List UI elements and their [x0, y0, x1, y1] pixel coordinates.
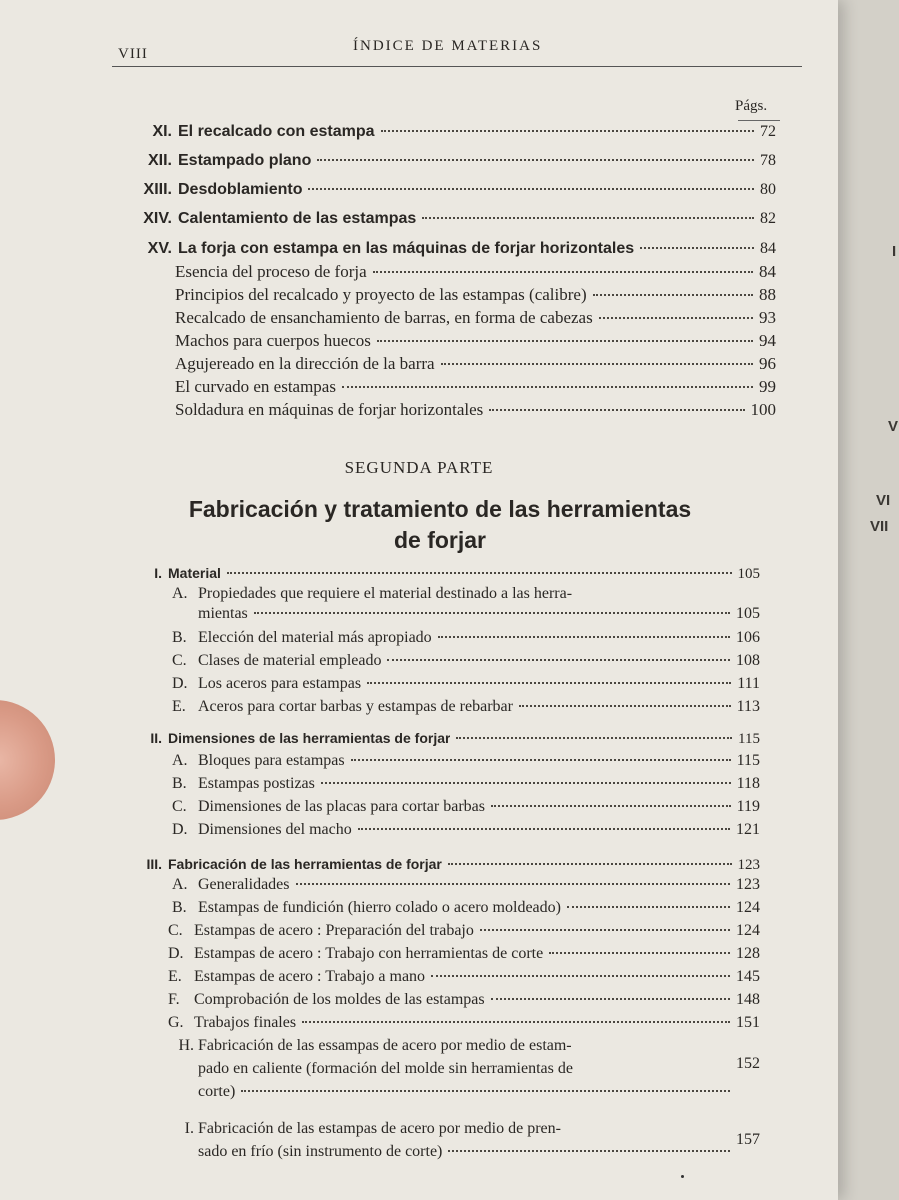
- chapter-number: XI.: [152, 123, 172, 140]
- page-number: 111: [737, 675, 760, 692]
- chapter-title: Calentamiento de las estampas: [178, 210, 417, 227]
- facing-page-fragment: I: [892, 243, 897, 260]
- page-number: 124: [736, 922, 760, 939]
- chapter-number: XIII.: [143, 181, 172, 198]
- toc-chapter-entry: [100, 210, 776, 228]
- item-title: Elección del material más apropiado: [198, 629, 432, 646]
- page-number: 99: [759, 377, 776, 396]
- toc-subentry: [175, 354, 776, 374]
- toc-item: [160, 1120, 760, 1138]
- dot-leader: [241, 1090, 730, 1092]
- toc-item: [172, 876, 760, 894]
- facing-page-fragment: VII: [870, 518, 889, 535]
- subentry-title: Principios del recalcado y proyecto de las estampas (calibre): [175, 285, 587, 304]
- item-title: Dimensiones de las placas para cortar barbas: [198, 798, 485, 815]
- page-folio: VIII: [118, 46, 148, 62]
- page-number: 72: [760, 123, 776, 140]
- dot-leader: [441, 363, 753, 365]
- dot-leader: [480, 929, 730, 931]
- page-number: 115: [738, 731, 760, 747]
- dot-leader: [567, 906, 730, 908]
- item-title: Estampas de acero : Preparación del trabajo: [194, 922, 474, 939]
- toc-chapter-entry: [120, 856, 760, 874]
- dot-leader: [448, 863, 732, 865]
- item-title: Fabricación de las estampas de acero por medio de pren-: [198, 1120, 561, 1137]
- part-title: [0, 494, 880, 556]
- toc-item: [168, 1014, 760, 1032]
- item-title: Aceros para cortar barbas y estampas de rebarbar: [198, 698, 513, 715]
- dot-leader: [640, 247, 754, 249]
- dot-leader: [373, 271, 753, 273]
- toc-item: [172, 629, 760, 647]
- item-title: Comprobación de los moldes de las estampas: [194, 991, 485, 1008]
- toc-item-continuation: [198, 605, 760, 623]
- item-title-continuation: pado en caliente (formación del molde sin herramientas de: [198, 1060, 573, 1077]
- page-number: 151: [736, 1014, 760, 1031]
- item-title: Generalidades: [198, 876, 290, 893]
- item-letter: D.: [172, 675, 188, 692]
- toc-item: [168, 945, 760, 963]
- dot-leader: [491, 805, 731, 807]
- dot-leader: [342, 386, 753, 388]
- running-header: [118, 38, 798, 68]
- chapter-title: Estampado plano: [178, 152, 312, 169]
- dot-leader: [227, 572, 732, 574]
- page-number: 145: [736, 968, 760, 985]
- page-number: 108: [736, 652, 760, 669]
- item-letter: B.: [172, 899, 187, 916]
- page-number: 100: [750, 400, 776, 419]
- toc-chapter-entry: [100, 152, 776, 170]
- item-title: Estampas postizas: [198, 775, 315, 792]
- subentry-title: El curvado en estampas: [175, 377, 336, 396]
- subentry-title: Soldadura en máquinas de forjar horizontales: [175, 400, 484, 419]
- toc-item: [172, 752, 760, 770]
- page-number: 128: [736, 945, 760, 962]
- toc-subentry: [175, 262, 776, 282]
- item-letter: C.: [172, 652, 187, 669]
- subentry-title: Machos para cuerpos huecos: [175, 331, 371, 350]
- item-title: Dimensiones del macho: [198, 821, 352, 838]
- dot-leader: [599, 317, 753, 319]
- item-letter: G.: [168, 1014, 184, 1031]
- subentry-title: Esencia del proceso de forja: [175, 262, 367, 281]
- toc-item: [168, 922, 760, 940]
- part-title-line: Fabricación y tratamiento de las herramientas: [188, 496, 692, 522]
- toc-item: [172, 652, 760, 670]
- page-number: 148: [736, 991, 760, 1008]
- toc-chapter-entry: [100, 240, 776, 258]
- item-letter: B.: [172, 629, 187, 646]
- dot-leader: [431, 975, 730, 977]
- page-number: 105: [737, 566, 760, 582]
- chapter-number: XV.: [147, 240, 172, 257]
- facing-page: [838, 0, 899, 1200]
- toc-subentry: [175, 308, 776, 328]
- chapter-title: Dimensiones de las herramientas de forjar: [168, 730, 451, 746]
- page-number: 106: [736, 629, 760, 646]
- toc-chapter-entry: [120, 565, 760, 583]
- page-number: 84: [760, 240, 776, 257]
- dot-leader: [377, 340, 753, 342]
- page-number: 118: [736, 775, 760, 792]
- page-number: 121: [736, 821, 760, 838]
- item-letter: F.: [168, 991, 180, 1008]
- dot-leader: [491, 998, 730, 1000]
- item-letter: B.: [172, 775, 187, 792]
- page-number: 113: [736, 698, 760, 715]
- toc-item-continuation: [198, 1131, 760, 1161]
- dot-leader: [448, 1150, 730, 1152]
- toc-subentry: [175, 400, 776, 420]
- dot-leader: [387, 659, 730, 661]
- page-number: 124: [736, 899, 760, 916]
- item-letter: E.: [172, 698, 186, 715]
- item-letter: A.: [172, 585, 188, 602]
- page-number: 157: [736, 1131, 760, 1148]
- toc-item: [172, 585, 760, 603]
- item-title: Trabajos finales: [194, 1014, 297, 1031]
- header-rule: [112, 66, 802, 67]
- dot-leader: [519, 705, 731, 707]
- item-letter: A.: [172, 876, 188, 893]
- subentry-title: Agujereado en la dirección de la barra: [175, 354, 435, 373]
- toc-subentry: [175, 377, 776, 397]
- item-title: Estampas de acero : Trabajo con herramientas de corte: [194, 945, 544, 962]
- page-number: 105: [736, 605, 760, 622]
- item-letter: D.: [172, 821, 188, 838]
- item-title: Los aceros para estampas: [198, 675, 362, 692]
- toc-item: [172, 775, 760, 793]
- item-title: Clases de material empleado: [198, 652, 382, 669]
- page-number: 84: [759, 262, 776, 281]
- toc-item: [160, 1037, 760, 1055]
- chapter-title: El recalcado con estampa: [178, 123, 375, 140]
- item-letter: I.: [184, 1120, 194, 1137]
- page-number: 152: [736, 1055, 760, 1072]
- item-letter: A.: [172, 752, 188, 769]
- item-title-continuation: sado en frío (sin instrumento de corte): [198, 1143, 443, 1160]
- chapter-number: XII.: [147, 152, 172, 169]
- dot-leader: [302, 1021, 730, 1023]
- print-speck: [681, 1175, 684, 1178]
- dot-leader: [296, 883, 730, 885]
- item-letter: D.: [168, 945, 184, 962]
- toc-item: [172, 698, 760, 716]
- item-title: Fabricación de las essampas de acero por medio de estam-: [198, 1037, 572, 1054]
- page-number: 88: [759, 285, 776, 304]
- page-number: 82: [760, 210, 776, 227]
- dot-leader: [317, 159, 754, 161]
- dot-leader: [367, 682, 731, 684]
- dot-leader: [438, 636, 730, 638]
- item-title: Bloques para estampas: [198, 752, 345, 769]
- item-letter: E.: [168, 968, 182, 985]
- page-number: 78: [760, 152, 776, 169]
- part-label: SEGUNDA PARTE: [344, 458, 494, 477]
- page-number: 123: [736, 876, 760, 893]
- toc-item: [168, 991, 760, 1009]
- page-number: 96: [759, 354, 776, 373]
- item-title: Estampas de acero : Trabajo a mano: [194, 968, 426, 985]
- toc-subentry: [175, 331, 776, 351]
- page-number: 123: [737, 857, 760, 873]
- dot-leader: [593, 294, 753, 296]
- toc-item: [172, 798, 760, 816]
- toc-item: [168, 968, 760, 986]
- dot-leader: [381, 130, 754, 132]
- chapter-number: I.: [154, 565, 162, 581]
- toc-subentry: [175, 285, 776, 305]
- item-title-continuation: corte): [198, 1083, 236, 1100]
- item-title: Propiedades que requiere el material destinado a las herra-: [198, 585, 573, 602]
- toc-item: [172, 675, 760, 693]
- toc-chapter-entry: [120, 730, 760, 748]
- item-letter: C.: [168, 922, 183, 939]
- pages-column-label: Págs.: [735, 98, 768, 114]
- page-number: 94: [759, 331, 776, 350]
- dot-leader: [549, 952, 730, 954]
- toc-item: [172, 821, 760, 839]
- toc-chapter-entry: [100, 181, 776, 199]
- facing-page-fragment: V: [888, 418, 899, 435]
- item-title-continuation: mientas: [198, 605, 248, 622]
- dot-leader: [321, 782, 731, 784]
- part-title-line: de forjar: [393, 527, 487, 553]
- dot-leader: [351, 759, 731, 761]
- chapter-title: Fabricación de las herramientas de forjar: [168, 856, 442, 872]
- chapter-number: II.: [150, 730, 162, 746]
- facing-page-fragment: VI: [876, 492, 891, 509]
- chapter-number: III.: [146, 856, 162, 872]
- toc-item: [172, 899, 760, 917]
- chapter-title: La forja con estampa en las máquinas de forjar horizontales: [178, 240, 635, 257]
- chapter-title: Desdoblamiento: [178, 181, 303, 198]
- page-number: 80: [760, 181, 776, 198]
- item-letter: C.: [172, 798, 187, 815]
- page-number: 115: [736, 752, 760, 769]
- dot-leader: [254, 612, 730, 614]
- dot-leader: [308, 188, 754, 190]
- page-number: 93: [759, 308, 776, 327]
- chapter-title: Material: [168, 565, 221, 581]
- dot-leader: [358, 828, 730, 830]
- subentry-title: Recalcado de ensanchamiento de barras, en forma de cabezas: [175, 308, 593, 327]
- dot-leader: [422, 217, 754, 219]
- dot-leader: [456, 737, 732, 739]
- item-letter: H.: [178, 1037, 194, 1054]
- toc-chapter-entry: [100, 123, 776, 141]
- page-number: 119: [736, 798, 760, 815]
- item-title: Estampas de fundición (hierro colado o acero moldeado): [198, 899, 561, 916]
- dot-leader: [489, 409, 744, 411]
- chapter-number: XIV.: [143, 210, 172, 227]
- running-title: ÍNDICE DE MATERIAS: [353, 38, 543, 54]
- pages-label-rule: [738, 120, 780, 121]
